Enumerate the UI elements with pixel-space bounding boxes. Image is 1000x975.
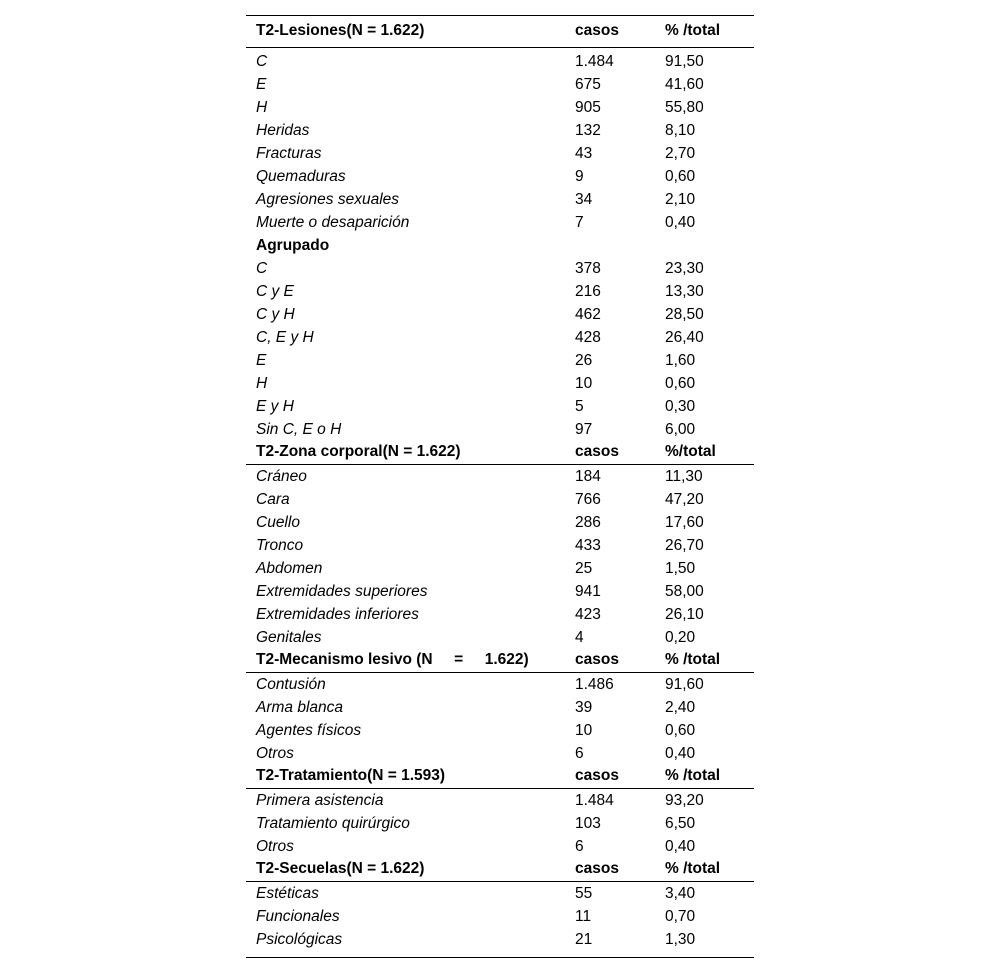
- casos-header: casos: [575, 651, 619, 668]
- row-label: E y H: [256, 398, 294, 415]
- casos-value: 10: [575, 375, 593, 392]
- casos-value: 55: [575, 885, 593, 902]
- pct-value: 6,00: [665, 421, 696, 438]
- table-row: [246, 882, 754, 905]
- casos-value: 132: [575, 122, 601, 139]
- pct-value: 26,10: [665, 606, 704, 623]
- table-row: [246, 257, 754, 280]
- casos-value: 286: [575, 514, 601, 531]
- row-label: Cara: [256, 491, 290, 508]
- table-row: [246, 280, 754, 303]
- table-row: [246, 905, 754, 928]
- pct-value: 0,20: [665, 629, 696, 646]
- section-header-row: [246, 858, 754, 882]
- section-header-row: [246, 441, 754, 465]
- table-row: [246, 395, 754, 418]
- row-label: Funcionales: [256, 908, 340, 925]
- table-row: [246, 465, 754, 488]
- pct-value: 11,30: [665, 468, 703, 485]
- pct-value: 47,20: [665, 491, 704, 508]
- row-label: Extremidades inferiores: [256, 606, 419, 623]
- pct-header: %/total: [665, 443, 716, 460]
- row-label: Abdomen: [256, 560, 323, 577]
- subheader-label: Agrupado: [256, 237, 330, 254]
- casos-value: 26: [575, 352, 593, 369]
- row-label: Tronco: [256, 537, 304, 554]
- casos-value: 1.484: [575, 792, 614, 809]
- casos-value: 21: [575, 931, 593, 948]
- table-row: [246, 511, 754, 534]
- table-bottom-rule: [246, 951, 754, 958]
- casos-value: 43: [575, 145, 593, 162]
- casos-value: 1.486: [575, 676, 614, 693]
- row-label: Contusión: [256, 676, 326, 693]
- casos-value: 103: [575, 815, 601, 832]
- table-row: [246, 165, 754, 188]
- pct-value: 91,50: [665, 53, 704, 70]
- table-row: [246, 488, 754, 511]
- pct-value: 93,20: [665, 792, 704, 809]
- table-row: [246, 326, 754, 349]
- row-label: C y E: [256, 283, 294, 300]
- section-title: T2-Zona corporal(N = 1.622): [256, 443, 461, 460]
- pct-value: 41,60: [665, 76, 704, 93]
- table-row: [246, 188, 754, 211]
- casos-value: 4: [575, 629, 584, 646]
- table-row: [246, 211, 754, 234]
- table-row: [246, 696, 754, 719]
- casos-value: 184: [575, 468, 601, 485]
- table-row: [246, 418, 754, 441]
- casos-value: 216: [575, 283, 601, 300]
- subheader-row: [246, 234, 754, 257]
- casos-value: 1.484: [575, 53, 614, 70]
- casos-header: casos: [575, 22, 619, 39]
- row-label: E: [256, 76, 267, 93]
- pct-value: 17,60: [665, 514, 704, 531]
- pct-value: 91,60: [665, 676, 704, 693]
- row-label: Fracturas: [256, 145, 322, 162]
- row-label: C: [256, 53, 268, 70]
- row-label: Muerte o desaparición: [256, 214, 410, 231]
- pct-value: 6,50: [665, 815, 696, 832]
- table-row: [246, 349, 754, 372]
- casos-value: 462: [575, 306, 601, 323]
- section-title: T2-Lesiones(N = 1.622): [256, 22, 425, 39]
- row-label: C y H: [256, 306, 295, 323]
- table-row: [246, 580, 754, 603]
- table-row: [246, 812, 754, 835]
- section-title: T2-Secuelas(N = 1.622): [256, 860, 425, 877]
- pct-value: 2,10: [665, 191, 696, 208]
- casos-header: casos: [575, 767, 619, 784]
- section-title: T2-Tratamiento(N = 1.593): [256, 767, 446, 784]
- row-label: Primera asistencia: [256, 792, 384, 809]
- pct-value: 0,40: [665, 838, 696, 855]
- pct-header: % /total: [665, 22, 721, 39]
- row-label: Agresiones sexuales: [256, 191, 400, 208]
- pct-header: % /total: [665, 767, 721, 784]
- table-row: [246, 96, 754, 119]
- pct-value: 0,30: [665, 398, 696, 415]
- pct-value: 0,40: [665, 745, 696, 762]
- row-label: Heridas: [256, 122, 310, 139]
- pct-value: 26,70: [665, 537, 704, 554]
- casos-header: casos: [575, 443, 619, 460]
- casos-value: 428: [575, 329, 601, 346]
- row-label: Cuello: [256, 514, 300, 531]
- table-row: [246, 742, 754, 765]
- row-label: Tratamiento quirúrgico: [256, 815, 410, 832]
- row-label: Extremidades superiores: [256, 583, 428, 600]
- casos-value: 7: [575, 214, 584, 231]
- row-label: Genitales: [256, 629, 322, 646]
- casos-value: 6: [575, 838, 584, 855]
- table-row: [246, 142, 754, 165]
- pct-value: 0,40: [665, 214, 696, 231]
- pct-value: 58,00: [665, 583, 704, 600]
- table-row: [246, 557, 754, 580]
- casos-value: 39: [575, 699, 593, 716]
- pct-value: 0,60: [665, 375, 696, 392]
- casos-value: 11: [575, 908, 592, 925]
- table-row: [246, 835, 754, 858]
- row-label: E: [256, 352, 267, 369]
- casos-value: 97: [575, 421, 593, 438]
- table-row: [246, 534, 754, 557]
- row-label: Estéticas: [256, 885, 319, 902]
- table-row: [246, 789, 754, 812]
- pct-value: 13,30: [665, 283, 704, 300]
- pct-value: 1,30: [665, 931, 696, 948]
- row-label: C: [256, 260, 268, 277]
- pct-value: 28,50: [665, 306, 704, 323]
- casos-value: 433: [575, 537, 601, 554]
- pct-value: 2,40: [665, 699, 696, 716]
- row-label: C, E y H: [256, 329, 314, 346]
- casos-value: 766: [575, 491, 601, 508]
- casos-value: 6: [575, 745, 584, 762]
- casos-value: 10: [575, 722, 593, 739]
- casos-value: 34: [575, 191, 593, 208]
- table-row: [246, 119, 754, 142]
- row-label: Otros: [256, 745, 294, 762]
- row-label: H: [256, 99, 268, 116]
- pct-value: 0,70: [665, 908, 696, 925]
- row-label: Psicológicas: [256, 931, 343, 948]
- table-row: [246, 372, 754, 395]
- pct-value: 1,60: [665, 352, 696, 369]
- pct-value: 3,40: [665, 885, 696, 902]
- row-label: Arma blanca: [256, 699, 344, 716]
- casos-value: 905: [575, 99, 601, 116]
- pct-header: % /total: [665, 860, 721, 877]
- casos-value: 378: [575, 260, 601, 277]
- row-label: Cráneo: [256, 468, 307, 485]
- row-label: H: [256, 375, 268, 392]
- results-table: [246, 15, 754, 958]
- row-label: Sin C, E o H: [256, 421, 342, 438]
- casos-value: 423: [575, 606, 601, 623]
- table-row: [246, 303, 754, 326]
- table-row: [246, 626, 754, 649]
- casos-value: 5: [575, 398, 584, 415]
- section-header-row: [246, 16, 754, 48]
- casos-value: 941: [575, 583, 601, 600]
- pct-value: 0,60: [665, 722, 696, 739]
- row-label: Agentes físicos: [256, 722, 362, 739]
- table-row: [246, 73, 754, 96]
- table-row: [246, 603, 754, 626]
- pct-value: 2,70: [665, 145, 696, 162]
- section-title: T2-Mecanismo lesivo (N = 1.622): [256, 651, 529, 668]
- section-header-row: [246, 649, 754, 673]
- row-label: Quemaduras: [256, 168, 346, 185]
- pct-value: 0,60: [665, 168, 696, 185]
- casos-value: 9: [575, 168, 584, 185]
- pct-value: 23,30: [665, 260, 704, 277]
- table-row: [246, 719, 754, 742]
- table-row: [246, 928, 754, 951]
- pct-value: 55,80: [665, 99, 704, 116]
- casos-value: 25: [575, 560, 593, 577]
- row-label: Otros: [256, 838, 294, 855]
- pct-header: % /total: [665, 651, 721, 668]
- table-row: [246, 50, 754, 73]
- casos-header: casos: [575, 860, 619, 877]
- pct-value: 26,40: [665, 329, 704, 346]
- section-header-row: [246, 765, 754, 789]
- pct-value: 8,10: [665, 122, 696, 139]
- casos-value: 675: [575, 76, 601, 93]
- pct-value: 1,50: [665, 560, 696, 577]
- table-row: [246, 673, 754, 696]
